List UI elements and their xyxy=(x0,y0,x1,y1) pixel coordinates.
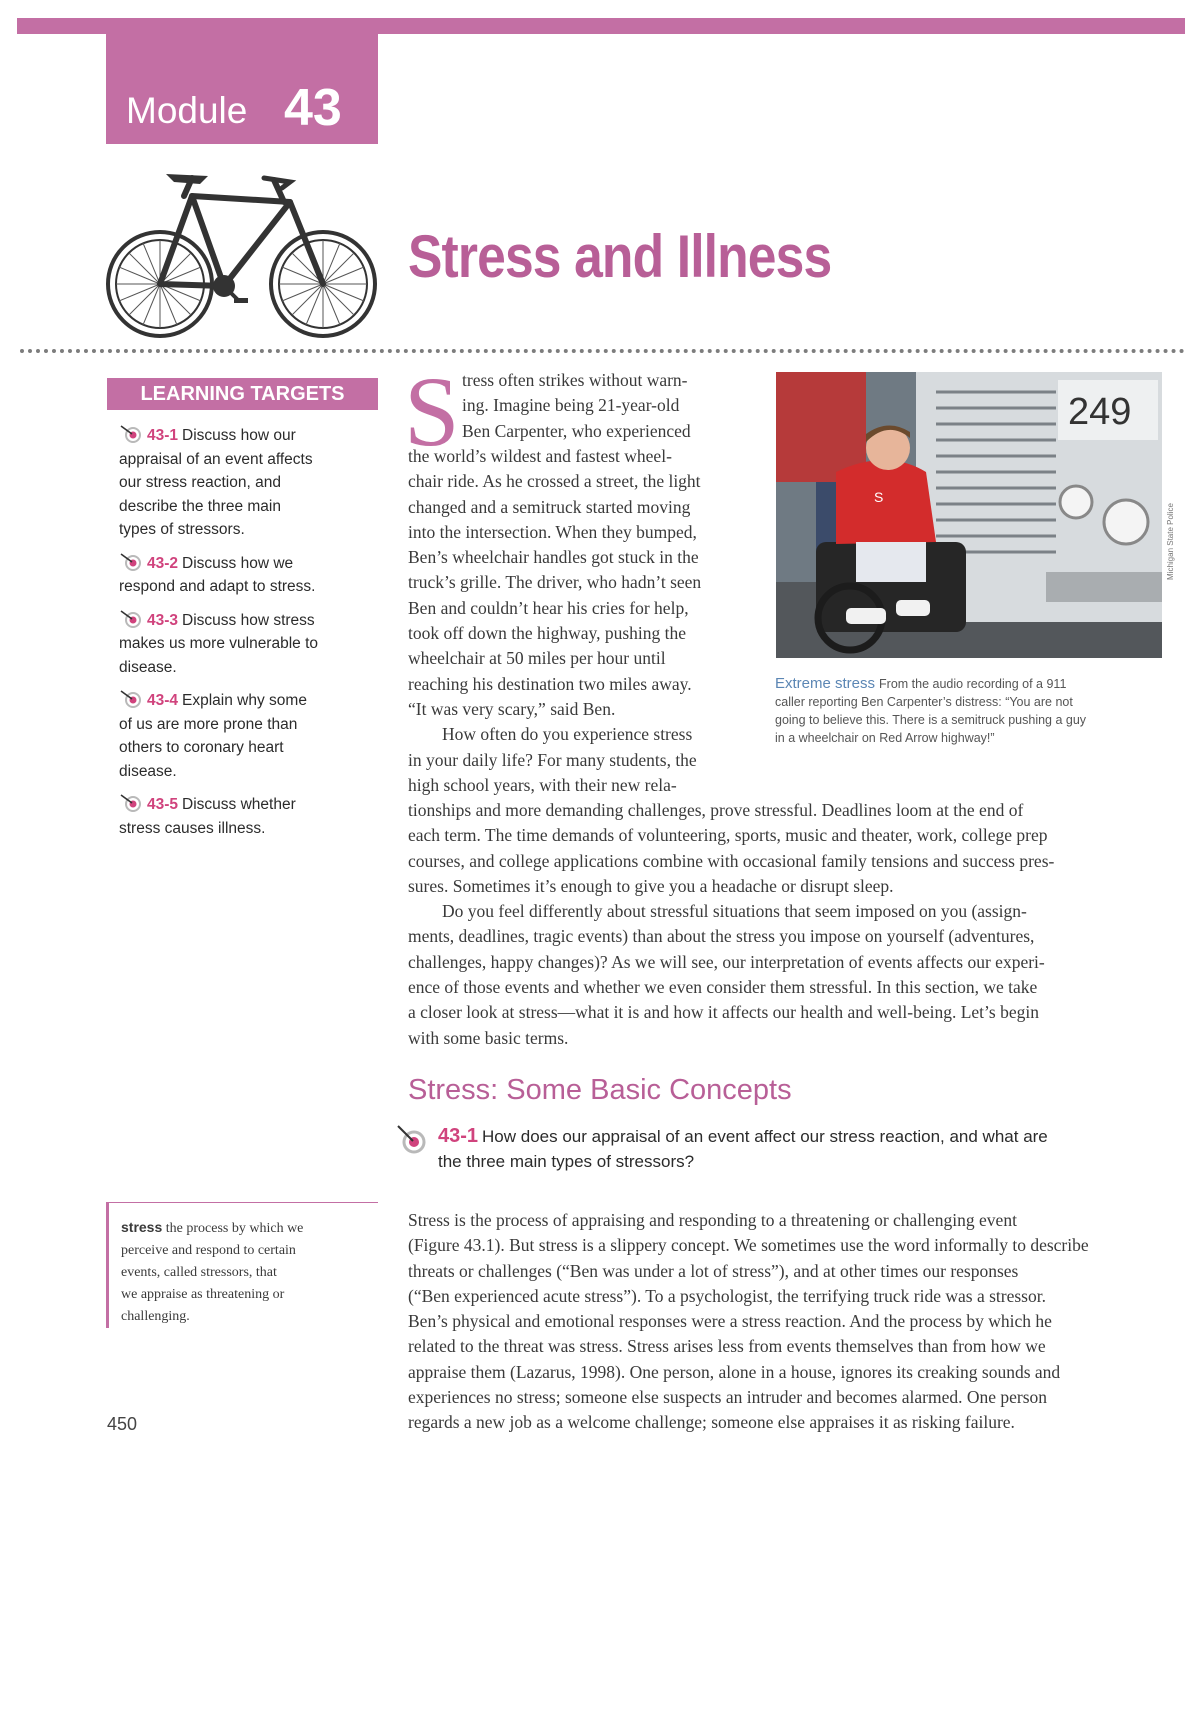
target-text: others to coronary heart xyxy=(119,739,284,756)
body-line: wheelchair at 50 miles per hour until xyxy=(408,648,666,669)
target-number: 43-5 xyxy=(147,796,179,813)
target-icon xyxy=(119,553,143,571)
body-line: high school years, with their new rela- xyxy=(408,774,677,795)
body-line: the world’s wildest and fastest wheel- xyxy=(408,446,672,466)
caption-text: going to believe this. There is a semitruck pushing a guy xyxy=(775,713,1087,727)
target-text: types of stressors. xyxy=(119,521,245,538)
glossary-definition: challenging. xyxy=(121,1309,190,1324)
body-line: truck’s grille. The driver, who hadn’t seen xyxy=(408,572,702,593)
page-number: 450 xyxy=(107,1414,138,1434)
body-line: reaching his destination two miles away. xyxy=(408,673,692,694)
target-icon xyxy=(119,425,143,443)
caption-title: Extreme stress xyxy=(775,675,876,692)
target-text: makes us more vulnerable to xyxy=(119,635,319,652)
body-line: a closer look at stress—what it is and how it affects our health and well-being. Let’s begin xyxy=(408,1002,1039,1023)
question-text: How does our appraisal of an event affect our stress reaction, and what are xyxy=(482,1127,1048,1146)
body-line: How often do you experience stress xyxy=(442,724,693,745)
body-line: experiences no stress; someone else suspects an intruder and becomes alarmed. One person xyxy=(408,1387,1048,1408)
target-text: respond and adapt to stress. xyxy=(119,578,316,595)
target-icon xyxy=(119,794,143,812)
body-line: Ben Carpenter, who experienced xyxy=(462,420,691,441)
body-line: appraise them (Lazarus, 1998). One person, alone in a house, ignores its creaking sounds and xyxy=(408,1361,1061,1382)
intro-paragraph-wide xyxy=(408,798,1164,1051)
target-text: Discuss how our xyxy=(182,427,296,444)
target-number: 43-1 xyxy=(147,427,179,444)
caption-text: From the audio recording of a 911 xyxy=(879,677,1067,691)
body-line: tionships and more demanding challenges, prove stressful. Deadlines loom at the end of xyxy=(408,800,1024,820)
truck-photo xyxy=(776,372,1162,658)
target-number: 43-3 xyxy=(147,611,179,629)
top-bar xyxy=(17,18,1185,34)
body-line: ence of those events and whether we even consider them stressful. In this section, we take xyxy=(408,977,1038,998)
body-line: ments, deadlines, tragic events) than about the stress you impose on yourself (adventures, xyxy=(408,926,1035,947)
photo-caption xyxy=(775,675,1167,747)
body-line: courses, and college applications combine with occasional family tensions and success pres- xyxy=(408,850,1055,871)
target-text: disease. xyxy=(119,658,177,676)
module-number: 43 xyxy=(284,79,342,137)
target-text: Explain why some xyxy=(182,692,307,709)
body-line: regards a new job as a welcome challenge; someone else appraises it as risking failure. xyxy=(408,1412,1015,1433)
focus-question xyxy=(396,1124,1166,1174)
module-label xyxy=(106,34,378,144)
learning-target xyxy=(119,793,381,840)
caption-text: caller reporting Ben Carpenter’s distress: “You are not xyxy=(775,695,1073,709)
body-line: Stress is the process of appraising and responding to a threatening or challenging event xyxy=(408,1210,1017,1230)
bicycle-icon xyxy=(104,168,380,344)
target-text: our stress reaction, and xyxy=(119,474,281,491)
body-line: “It was very scary,” said Ben. xyxy=(408,698,616,719)
target-icon xyxy=(396,1124,428,1154)
glossary-box xyxy=(106,1202,378,1328)
body-line: related to the threat was stress. Stress arises less from events themselves than from how we xyxy=(408,1336,1046,1357)
body-line: Do you feel differently about stressful situations that seem imposed on you (assign- xyxy=(442,901,1027,922)
body-line: ing. Imagine being 21-year-old xyxy=(462,395,680,416)
body-line: into the intersection. When they bumped, xyxy=(408,521,697,542)
glossary-definition: we appraise as threatening or xyxy=(121,1287,285,1302)
learning-target xyxy=(119,609,381,680)
shirt-logo: S xyxy=(874,489,884,505)
photo-credit: Michigan State Police xyxy=(1166,503,1175,580)
body-line: (“Ben experienced acute stress”). To a psychologist, the terrifying truck ride was a stressor. xyxy=(408,1285,1046,1306)
body-line: took off down the highway, pushing the xyxy=(408,623,687,644)
learning-targets-header: LEARNING TARGETS xyxy=(107,378,378,410)
learning-target xyxy=(119,552,381,599)
caption-text: in a wheelchair on Red Arrow highway!” xyxy=(775,731,995,745)
target-text: appraisal of an event affects xyxy=(119,450,313,468)
body-line: Ben’s physical and emotional responses were a stress reaction. And the process by which he xyxy=(408,1311,1052,1332)
body-line: in your daily life? For many students, the xyxy=(408,749,697,770)
question-number: 43-1 xyxy=(438,1125,479,1147)
body-line: challenges, happy changes)? As we will see, our interpretation of events affects our experi- xyxy=(408,951,1045,972)
body-line: with some basic terms. xyxy=(408,1027,569,1048)
body-line: each term. The time demands of volunteering, sports, music and theater, work, college prep xyxy=(408,825,1048,846)
page-title: Stress and Illness xyxy=(408,223,832,290)
drop-cap: S xyxy=(404,356,460,467)
glossary-definition: the process by which we xyxy=(165,1221,304,1236)
body-line: Ben’s wheelchair handles got stuck in the xyxy=(408,547,699,568)
target-text: disease. xyxy=(119,762,177,780)
module-word: Module xyxy=(126,90,248,131)
target-text: Discuss whether xyxy=(182,796,296,813)
question-line xyxy=(396,1124,1166,1149)
target-number: 43-2 xyxy=(147,554,179,572)
target-icon xyxy=(119,690,143,708)
body-line: chair ride. As he crossed a street, the light xyxy=(408,471,701,492)
glossary-definition: perceive and respond to certain xyxy=(121,1243,296,1258)
body-line: (Figure 43.1). But stress is a slippery concept. We sometimes use the word informally to describe xyxy=(408,1235,1089,1256)
body-line: threats or challenges (“Ben was under a lot of stress”), and at other times our responses xyxy=(408,1260,1019,1281)
target-text: Discuss how stress xyxy=(182,611,315,629)
target-icon xyxy=(119,610,143,628)
target-number: 43-4 xyxy=(147,692,179,709)
body-line: Ben and couldn’t hear his cries for help, xyxy=(408,597,689,618)
definition-paragraph xyxy=(408,1208,1164,1436)
section-heading: Stress: Some Basic Concepts xyxy=(408,1074,792,1106)
truck-number: 249 xyxy=(1068,391,1132,433)
learning-targets-list xyxy=(119,424,381,850)
question-line: the three main types of stressors? xyxy=(438,1152,695,1171)
intro-paragraph-cap-lines xyxy=(462,368,750,444)
glossary-term: stress xyxy=(121,1219,163,1235)
target-text: describe the three main xyxy=(119,497,281,515)
body-line: tress often strikes without warn- xyxy=(462,370,688,390)
learning-target xyxy=(119,689,381,783)
intro-paragraph xyxy=(408,444,752,798)
target-text: Discuss how we xyxy=(182,554,294,572)
target-text: of us are more prone than xyxy=(119,715,298,733)
dotted-divider xyxy=(20,349,1185,353)
target-text: stress causes illness. xyxy=(119,819,266,837)
learning-target xyxy=(119,424,381,542)
body-line: sures. Sometimes it’s enough to give you a headache or disrupt sleep. xyxy=(408,875,894,896)
body-line: changed and a semitruck started moving xyxy=(408,496,691,517)
glossary-definition: events, called stressors, that xyxy=(121,1265,277,1280)
